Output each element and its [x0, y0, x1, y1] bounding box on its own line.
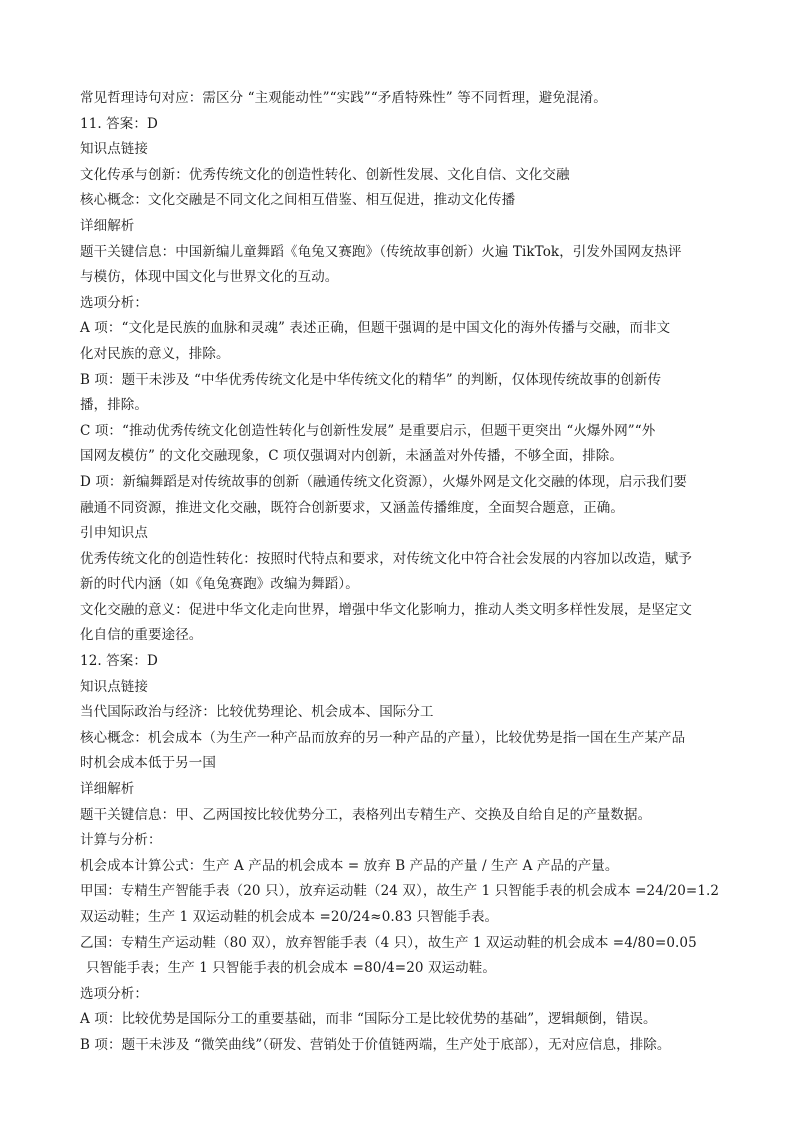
document-body [80, 86, 780, 1059]
answer-heading: 11. 答案：D [80, 115, 158, 132]
option-analysis-line: C 项：“推动优秀传统文化创造性转化与创新性发展” 是重要启示，但题干更突出 “火爆外网”“外 [80, 422, 656, 439]
section-heading: 知识点链接 [80, 141, 148, 158]
section-heading: 选项分析： [80, 985, 148, 1002]
calculation-line: 甲国：专精生产智能手表（20 只），放弃运动鞋（24 双），故生产 1 只智能手表的机会成本 =24/20=1.2 [80, 883, 720, 900]
option-analysis-line: D 项：新编舞蹈是对传统故事的创新（融通传统文化资源），火爆外网是文化交融的体现，启示我们要 [80, 473, 687, 490]
section-heading: 选项分析： [80, 294, 148, 311]
option-analysis-line: A 项：比较优势是国际分工的重要基础，而非 “国际分工是比较优势的基础”，逻辑颠倒，错误。 [80, 1011, 657, 1028]
text-line: 当代国际政治与经济：比较优势理论、机会成本、国际分工 [80, 704, 434, 721]
text-line: 化自信的重要途径。 [80, 627, 203, 644]
formula-line: 机会成本计算公式：生产 A 产品的机会成本 = 放弃 B 产品的产量 / 生产 A 产品的产量。 [80, 857, 619, 874]
calculation-line: 双运动鞋；生产 1 双运动鞋的机会成本 =20/24≈0.83 只智能手表。 [80, 909, 499, 925]
text-line: 时机会成本低于另一国 [80, 755, 216, 772]
text-line: 文化传承与创新：优秀传统文化的创造性转化、创新性发展、文化自信、文化交融 [80, 166, 570, 183]
section-heading: 详细解析 [80, 217, 135, 234]
calculation-line: 乙国：专精生产运动鞋（80 双），放弃智能手表（4 只），故生产 1 双运动鞋的机会成本 =4/80=0.05 [80, 934, 697, 951]
option-analysis-line: 播，排除。 [80, 397, 148, 414]
option-analysis-line: B 项：题干未涉及 “中华优秀传统文化是中华传统文化的精华” 的判断，仅体现传统故事的创新传 [80, 371, 662, 388]
option-analysis-line: A 项：“文化是民族的血脉和灵魂” 表述正确，但题干强调的是中国文化的海外传播与交融，而非文 [80, 320, 671, 337]
text-line: 新的时代内涵（如《龟兔赛跑》改编为舞蹈）。 [80, 576, 359, 593]
text-line: 核心概念：机会成本（为生产一种产品而放弃的另一种产品的产量），比较优势是指一国在生产某产品 [80, 729, 686, 746]
text-line: 优秀传统文化的创造性转化：按照时代特点和要求，对传统文化中符合社会发展的内容加以改造，赋予 [80, 550, 692, 567]
text-line: 核心概念：文化交融是不同文化之间相互借鉴、相互促进，推动文化传播 [80, 192, 516, 209]
answer-heading: 12. 答案：D [80, 653, 158, 670]
text-line: 常见哲理诗句对应：需区分 “主观能动性”“实践”“矛盾特殊性” 等不同哲理，避免混淆。 [80, 90, 607, 106]
option-analysis-line: 化对民族的意义，排除。 [80, 345, 230, 362]
option-analysis-line: 融通不同资源，推进文化交融，既符合创新要求，又涵盖传播维度，全面契合题意，正确。 [80, 499, 624, 516]
text-line: 题干关键信息：中国新编儿童舞蹈《龟兔又赛跑》（传统故事创新）火遍 TikTok，引发外国网友热评 [80, 243, 682, 260]
text-line: 与模仿，体现中国文化与世界文化的互动。 [80, 269, 339, 286]
option-analysis-line: B 项：题干未涉及 “微笑曲线”（研发、营销处于价值链两端，生产处于底部），无对应信息，排除。 [80, 1036, 671, 1053]
section-heading: 引申知识点 [80, 525, 148, 542]
section-heading: 计算与分析： [80, 832, 162, 849]
text-line: 文化交融的意义：促进中华文化走向世界，增强中华文化影响力，推动人类文明多样性发展，是坚定文 [80, 601, 692, 618]
option-analysis-line: 国网友模仿” 的文化交融现象，C 项仅强调对内创新，未涵盖对外传播，不够全面，排除。 [80, 448, 624, 465]
section-heading: 详细解析 [80, 781, 135, 798]
text-line: 题干关键信息：甲、乙两国按比较优势分工，表格列出专精生产、交换及自给自足的产量数据。 [80, 806, 652, 823]
calculation-line: 只智能手表；生产 1 只智能手表的机会成本 =80/4=20 双运动鞋。 [86, 960, 496, 977]
section-heading: 知识点链接 [80, 678, 148, 695]
